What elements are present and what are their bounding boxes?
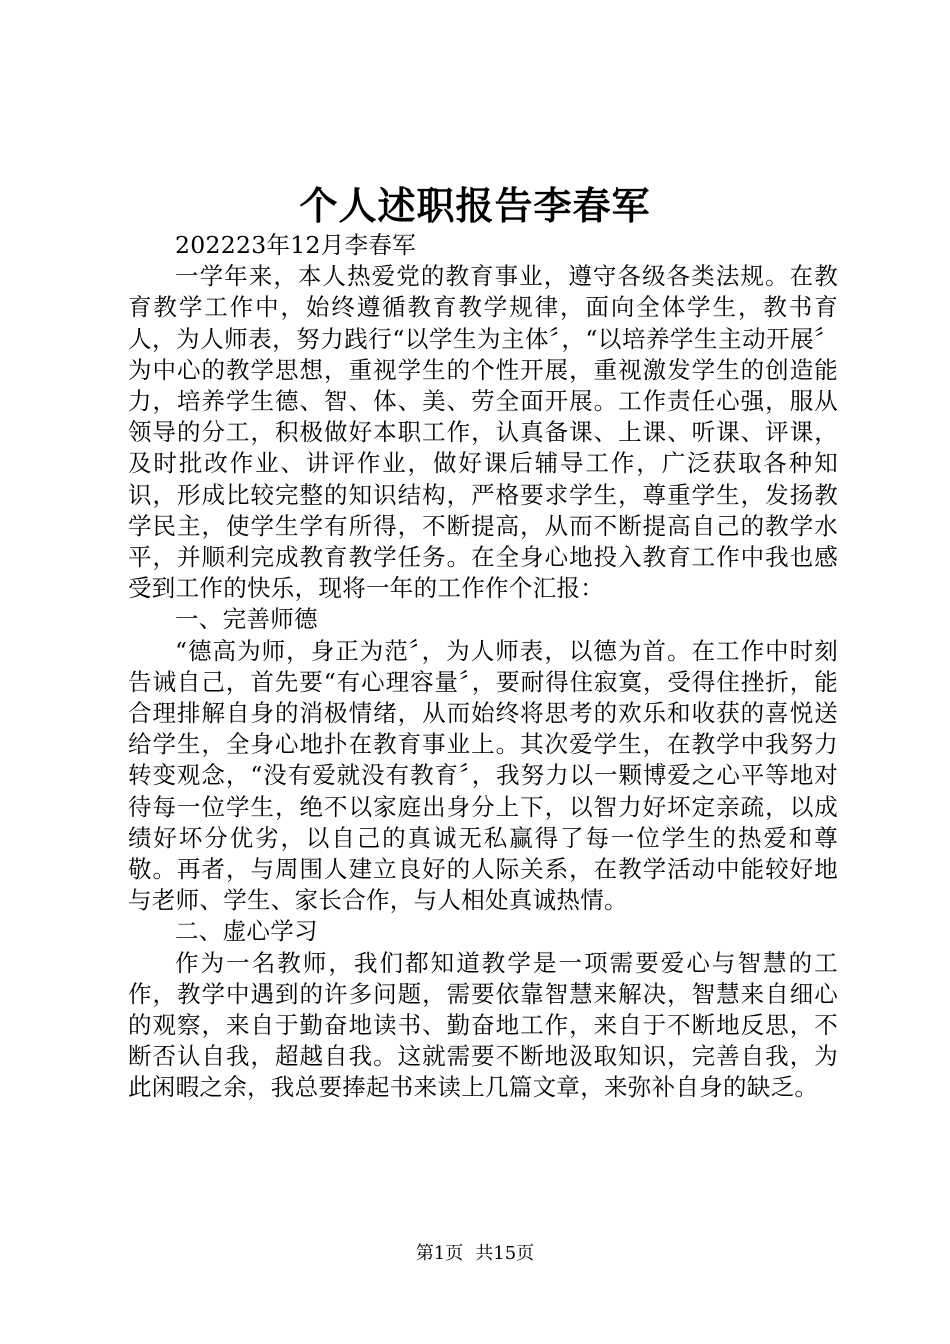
document-title: 个人述职报告李春军 [299, 183, 651, 228]
page-footer [0, 1242, 950, 1266]
ethics-paragraph: “德高为师，身正为范〞，为人师表，以德为首。在工作中时刻告诫自己，首先要“有心理容量〞，要耐得住寂寞，受得住挫折，能合理排解自身的消极情绪，从而始终将思考的欢乐和收获的喜悦送给学生，全身心地扑在教育事业上。其次爱学生，在教学中我努力转变观念，“没有爱就没有教育〞，我努力以一颗博爱之心平等地对待每一位学生，绝不以家庭出身分上下，以智力好坏定亲疏，以成绩好坏分优劣，以自己的真诚无私赢得了每一位学生的热爱和尊敬。再者，与周围人建立良好的人际关系，在教学活动中能较好地与老师、学生、家长合作，与人相处真诚热情。 [128, 636, 838, 915]
page-number: 第1页 [415, 1243, 464, 1264]
section-heading-ethics: 一、完善师德 [175, 605, 318, 634]
date-line: 202223年12月李春军 [175, 231, 417, 259]
total-pages: 共15页 [475, 1243, 535, 1264]
document-body [128, 230, 838, 1104]
intro-paragraph: 一学年来，本人热爱党的教育事业，遵守各级各类法规。在教育教学工作中，始终遵循教育教学规律，面向全体学生，教书育人，为人师表，努力践行“以学生为主体〞，“以培养学生主动开展〞为中心的教学思想，重视学生的个性开展，重视激发学生的创造能力，培养学生德、智、体、美、劳全面开展。工作责任心强，服从领导的分工，积极做好本职工作，认真备课、上课、听课、评课，及时批改作业、讲评作业，做好课后辅导工作，广泛获取各种知识，形成比较完整的知识结构，严格要求学生，尊重学生，发扬教学民主，使学生学有所得，不断提高，从而不断提高自己的教学水平，并顺利完成教育教学任务。在全身心地投入教育工作中我也感受到工作的快乐，现将一年的工作作个汇报： [128, 262, 838, 603]
section-heading-learning: 二、虚心学习 [175, 917, 318, 946]
learning-paragraph: 作为一名教师，我们都知道教学是一项需要爱心与智慧的工作，教学中遇到的许多问题，需要依靠智慧来解决，智慧来自细心的观察，来自于勤奋地读书、勤奋地工作，来自于不断地反思，不断否认自我，超越自我。这就需要不断地汲取知识，完善自我，为此闲暇之余，我总要捧起书来读上几篇文章，来弥补自身的缺乏。 [128, 948, 838, 1102]
